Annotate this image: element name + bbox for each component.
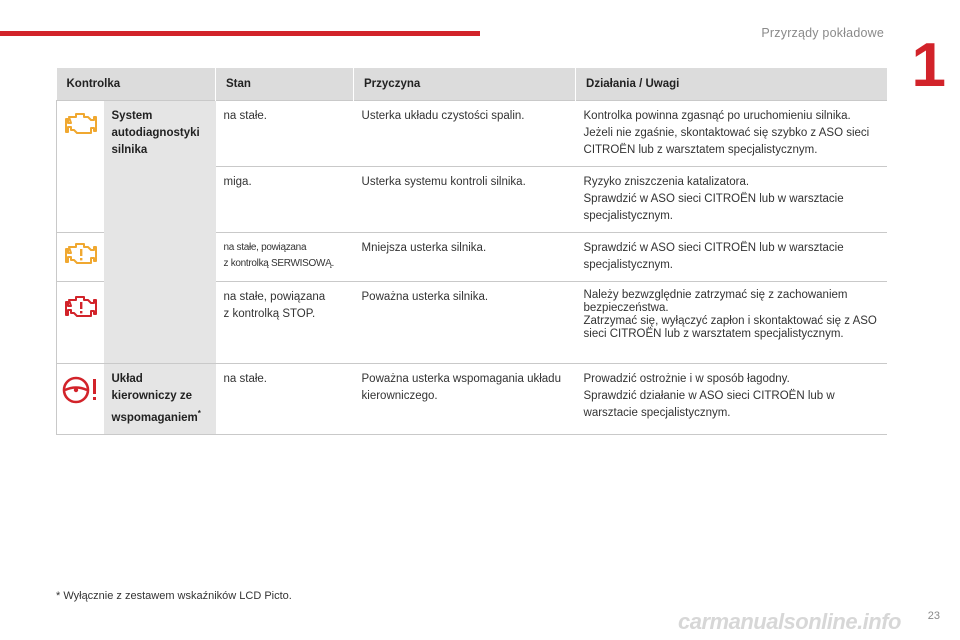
warning-lights-table (56, 68, 887, 435)
system-name-line: Układ (111, 373, 143, 385)
state-cell (216, 282, 354, 364)
action-cell (576, 364, 887, 435)
column-header-kontrolka: Kontrolka (57, 68, 216, 101)
footnote-mark: * (197, 409, 201, 418)
cause-cell: Usterka układu czystości spalin. (354, 101, 576, 167)
action-cell (576, 167, 887, 233)
column-header-stan: Stan (216, 68, 354, 101)
state-cell (216, 233, 354, 282)
system-name-text: wspomaganiem (111, 411, 198, 424)
steering-warning-icon (60, 374, 100, 406)
system-name-line: kierowniczy ze (111, 390, 193, 402)
system-name-line: autodiagnostyki (111, 127, 200, 139)
table-row (57, 101, 887, 167)
action-text: Prowadzić ostrożnie i w sposób łagodny. (583, 373, 790, 385)
system-name-line (112, 405, 208, 427)
engine-stop-warning-icon (61, 292, 99, 322)
cause-cell: Usterka systemu kontroli silnika. (354, 167, 576, 233)
table-row (57, 364, 887, 435)
engine-service-warning-icon (61, 239, 99, 269)
engine-warning-icon (61, 109, 99, 139)
action-cell (576, 101, 887, 167)
column-header-dzialania: Działania / Uwagi (576, 68, 887, 101)
table-header-row (57, 68, 887, 101)
action-text: Zatrzymać się, wyłączyć zapłon i skontaktować się z ASO sieci CITROËN lub z warsztatem specjalistycznym. (583, 315, 877, 340)
system-name-engine (104, 101, 216, 364)
footnote: * Wyłącznie z zestawem wskaźników LCD Picto. (56, 590, 292, 602)
action-text: Ryzyko zniszczenia katalizatora. (583, 176, 750, 188)
watermark-logo: carmanualsonline.info (678, 609, 901, 634)
action-text: Kontrolka powinna zgasnąć po uruchomieniu silnika. (583, 110, 851, 122)
action-cell: Sprawdzić w ASO sieci CITROËN lub w warsztacie specjalistycznym. (576, 233, 887, 282)
cause-cell: Poważna usterka wspomagania układu kierowniczego. (354, 364, 576, 435)
state-line: z kontrolką SERWISOWĄ. (223, 258, 334, 269)
system-name-line: System (111, 110, 153, 122)
state-cell: na stałe. (216, 101, 354, 167)
steering-icon-cell (57, 364, 104, 435)
state-line: z kontrolką STOP. (223, 308, 316, 320)
chapter-number: 1 (911, 31, 946, 100)
engine-icon-cell (57, 101, 104, 233)
column-header-przyczyna: Przyczyna (354, 68, 576, 101)
cause-cell: Mniejsza usterka silnika. (354, 233, 576, 282)
engine-service-icon-cell (57, 233, 104, 282)
engine-stop-icon-cell (57, 282, 104, 364)
system-name-line: silnika (111, 144, 148, 156)
system-name-steering (104, 364, 216, 435)
state-line: na stałe, powiązana (223, 242, 307, 253)
state-line: na stałe, powiązana (223, 291, 326, 303)
action-text: Sprawdzić działanie w ASO sieci CITROËN lub w warsztacie specjalistycznym. (583, 390, 835, 419)
header-red-bar (0, 31, 480, 36)
action-text: Należy bezwzględnie zatrzymać się z zachowaniem bezpieczeństwa. (583, 289, 848, 314)
state-cell: miga. (216, 167, 354, 233)
cause-cell: Poważna usterka silnika. (354, 282, 576, 364)
chapter-title: Przyrządy pokładowe (761, 26, 884, 40)
action-text: Sprawdzić w ASO sieci CITROËN lub w warsztacie specjalistycznym. (583, 193, 844, 222)
state-cell: na stałe. (216, 364, 354, 435)
action-cell (576, 282, 887, 364)
page-number: 23 (927, 610, 940, 622)
action-text: Jeżeli nie zgaśnie, skontaktować się szybko z ASO sieci CITROËN lub z warsztatem specjalistycznym. (583, 127, 870, 156)
